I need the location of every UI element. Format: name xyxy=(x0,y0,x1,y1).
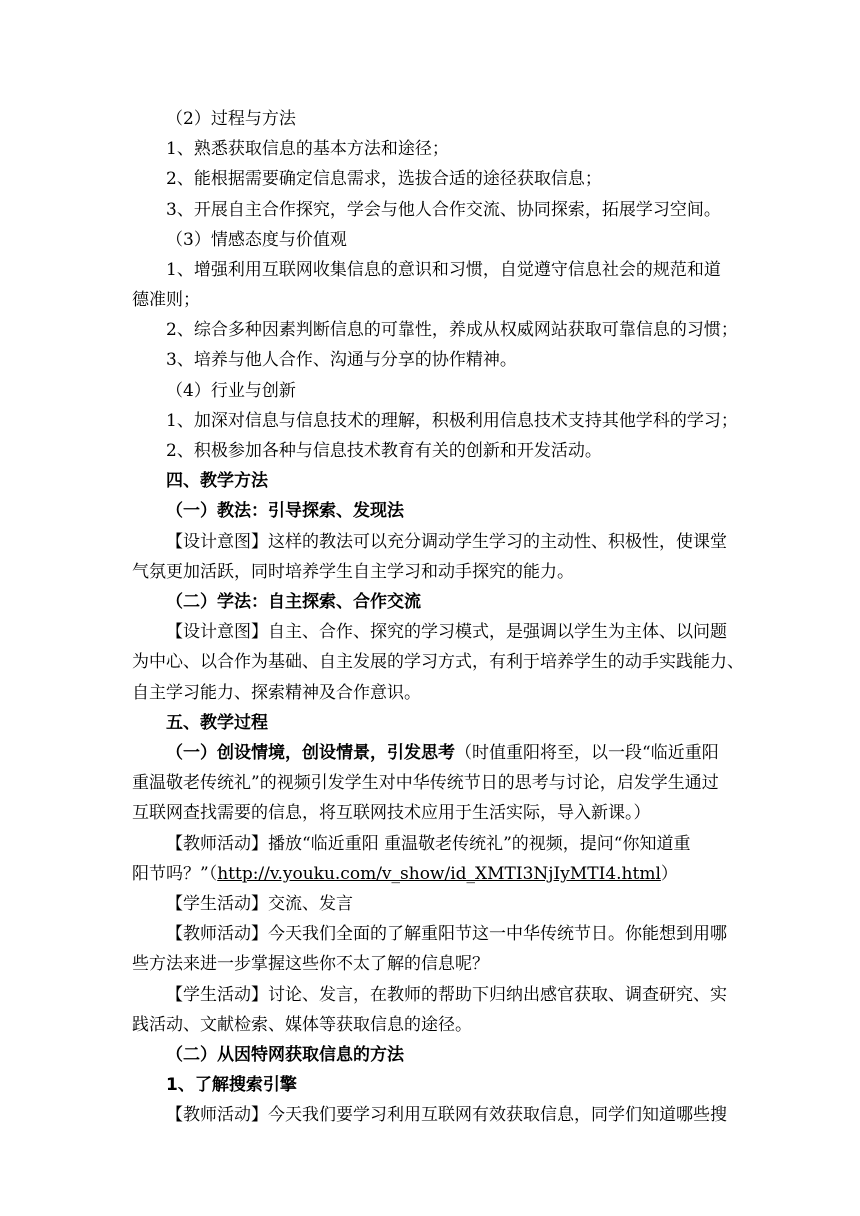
paragraph-line: 【教师活动】今天我们要学习利用互联网有效获取信息，同学们知道哪些搜 xyxy=(166,1105,727,1125)
paragraph-line: 【设计意图】这样的教法可以充分调动学生学习的主动性、积极性，使课堂 xyxy=(166,532,727,552)
subsection-heading: （一）教法：引导探索、发现法 xyxy=(166,501,404,521)
paragraph-line: 些方法来进一步掌握这些你不太了解的信息呢？ xyxy=(132,954,489,974)
list-item: 1、熟悉获取信息的基本方法和途径； xyxy=(166,139,449,159)
list-item: 2、能根据需要确定信息需求，选拔合适的途径获取信息； xyxy=(166,169,602,189)
paragraph-line: 自主学习能力、探索精神及合作意识。 xyxy=(132,683,421,703)
list-item: 3、培养与他人合作、沟通与分享的协作精神。 xyxy=(166,350,517,370)
paragraph-line: 气氛更加活跃，同时培养学生自主学习和动手探究的能力。 xyxy=(132,562,574,582)
paragraph-line: 【教师活动】今天我们全面的了解重阳节这一中华传统节日。你能想到用哪 xyxy=(166,924,727,944)
paragraph-line xyxy=(166,739,719,767)
section-heading: 四、教学方法 xyxy=(166,471,268,491)
subsection-heading: （4）行业与创新 xyxy=(166,381,296,401)
video-link[interactable]: http://v.youku.com/v_show/id_XMTI3NjIyMTI4.html xyxy=(217,864,661,884)
inline-text: （时值重阳将至，以一段“临近重阳 xyxy=(455,743,719,763)
subsection-heading: （二）从因特网获取信息的方法 xyxy=(166,1045,404,1065)
inline-text: ） xyxy=(660,864,678,884)
subsection-heading: （2）过程与方法 xyxy=(166,109,296,129)
paragraph-line: 【学生活动】交流、发言 xyxy=(166,894,353,914)
list-item: 2、综合多种因素判断信息的可靠性，养成从权威网站获取可靠信息的习惯； xyxy=(166,320,738,340)
subsection-heading: （3）情感态度与价值观 xyxy=(166,230,347,250)
list-item: 2、积极参加各种与信息技术教育有关的创新和开发活动。 xyxy=(166,441,602,461)
subsection-heading: （二）学法：自主探索、合作交流 xyxy=(166,592,421,612)
paragraph-line: 重温敬老传统礼”的视频引发学生对中华传统节日的思考与讨论，启发学生通过 xyxy=(132,773,719,793)
paragraph-line xyxy=(132,860,678,888)
paragraph-line: 【设计意图】自主、合作、探究的学习模式，是强调以学生为主体、以问题 xyxy=(166,622,727,642)
paragraph-line: 践活动、文献检索、媒体等获取信息的途径。 xyxy=(132,1015,472,1035)
paragraph-line: 互联网查找需要的信息，将互联网技术应用于生活实际，导入新课。） xyxy=(132,803,651,823)
subsection-heading: 1、了解搜索引擎 xyxy=(166,1075,297,1095)
list-item: 1、加深对信息与信息技术的理解，积极利用信息技术支持其他学科的学习； xyxy=(166,411,738,431)
list-item: 3、开展自主合作探究，学会与他人合作交流、协同探索，拓展学习空间。 xyxy=(166,200,721,220)
paragraph-line: 【教师活动】播放“临近重阳 重温敬老传统礼”的视频，提问“你知道重 xyxy=(166,834,691,854)
paragraph-line: 【学生活动】讨论、发言，在教师的帮助下归纳出感官获取、调查研究、实 xyxy=(166,985,727,1005)
inline-text: 阳节吗？”（ xyxy=(132,864,218,884)
subsection-heading-inline: （一）创设情境，创设情景，引发思考 xyxy=(166,743,455,763)
text-line: 德准则； xyxy=(132,290,200,310)
paragraph-line: 为中心、以合作为基础、自主发展的学习方式，有利于培养学生的动手实践能力、 xyxy=(132,652,744,672)
section-heading: 五、教学过程 xyxy=(166,713,268,733)
list-item: 1、增强利用互联网收集信息的意识和习惯，自觉遵守信息社会的规范和道 xyxy=(166,260,721,280)
